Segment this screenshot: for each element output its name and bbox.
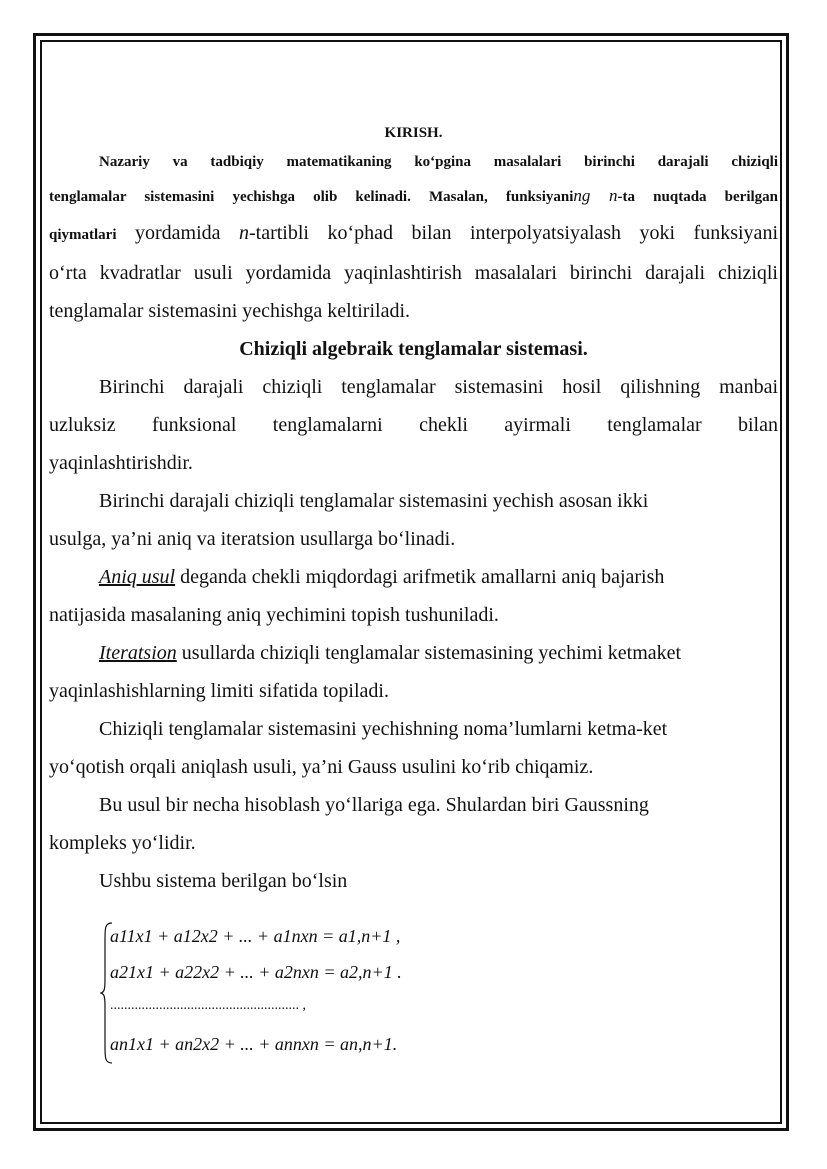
para5-line-2: yo‘qotish orqali aniqlash usuli, ya’ni Gauss usulini ko‘rib chiqamiz. xyxy=(49,756,594,778)
para6-line-2: kompleks yo‘lidir. xyxy=(49,832,196,854)
para1-line-1: Birinchi darajali chiziqli tenglamalar sistemasini hosil qilishning manbai xyxy=(99,376,778,398)
intro-paragraph xyxy=(49,146,778,330)
equation-dots: ...................................................... , xyxy=(110,998,306,1013)
paragraph-7 xyxy=(49,862,778,900)
paragraph-5 xyxy=(49,710,778,786)
intro-line-1: Nazariy va tadbiqiy matematikaning ko‘pgina masalalari birinchi darajali chiziqli xyxy=(99,154,778,170)
heading-kirish: KIRISH. xyxy=(384,125,443,141)
term-aniq-usul: Aniq usul xyxy=(99,566,176,588)
paragraph-1 xyxy=(49,368,778,482)
para7-line-1: Ushbu sistema berilgan bo‘lsin xyxy=(99,870,348,892)
intro-line-3: qiymatlari yordamida n-tartibli ko‘phad bilan interpolyatsiyalash yoki funksiyani xyxy=(49,222,778,244)
intro-line-2: tenglamalar sistemasini yechishga olib kelinadi. Masalan, funksiyaning n-ta nuqtada berilgan xyxy=(49,186,778,205)
para4-line-2: yaqinlashishlarning limiti sifatida topiladi. xyxy=(49,680,389,702)
para6-line-1: Bu usul bir necha hisoblash yo‘llariga ega. Shulardan biri Gaussning xyxy=(99,794,649,816)
term-iteratsion: Iteratsion xyxy=(99,642,177,664)
paragraph-2 xyxy=(49,482,778,558)
para3-line-2: natijasida masalaning aniq yechimini topish tushuniladi. xyxy=(49,604,499,626)
para4-line-1: Iteratsion usullarda chiziqli tenglamalar sistemasining yechimi ketmaket xyxy=(99,642,682,664)
para1-line-3: yaqinlashtirishdir. xyxy=(49,452,193,474)
section-title: Chiziqli algebraik tenglamalar sistemasi. xyxy=(239,338,588,360)
para1-line-2: uzluksiz funksional tenglamalarni chekli ayirmali tenglamalar bilan xyxy=(49,414,778,436)
paragraph-4 xyxy=(49,634,778,710)
paragraph-6 xyxy=(49,786,778,862)
para2-line-1: Birinchi darajali chiziqli tenglamalar sistemasini yechish asosan ikki xyxy=(99,490,649,512)
document-body xyxy=(49,120,778,900)
para3-line-1: Aniq usul deganda chekli miqdordagi arifmetik amallarni aniq bajarish xyxy=(99,566,665,588)
equation-system xyxy=(100,920,440,1066)
intro-line-5: tenglamalar sistemasini yechishga keltiriladi. xyxy=(49,300,411,322)
intro-line-4: o‘rta kvadratlar usuli yordamida yaqinlashtirish masalalari birinchi darajali chiziqli xyxy=(49,262,778,284)
para2-line-2: usulga, ya’ni aniq va iteratsion usullarga bo‘linadi. xyxy=(49,528,456,550)
equation-1: a11x1 + a12x2 + ... + a1nxn = a1,n+1 , xyxy=(110,926,401,946)
para5-line-1: Chiziqli tenglamalar sistemasini yechishning noma’lumlarni ketma-ket xyxy=(99,718,668,740)
equation-2: a21x1 + a22x2 + ... + a2nxn = a2,n+1 . xyxy=(110,962,402,982)
equation-n: an1x1 + an2x2 + ... + annxn = an,n+1. xyxy=(110,1034,398,1054)
paragraph-3 xyxy=(49,558,778,634)
